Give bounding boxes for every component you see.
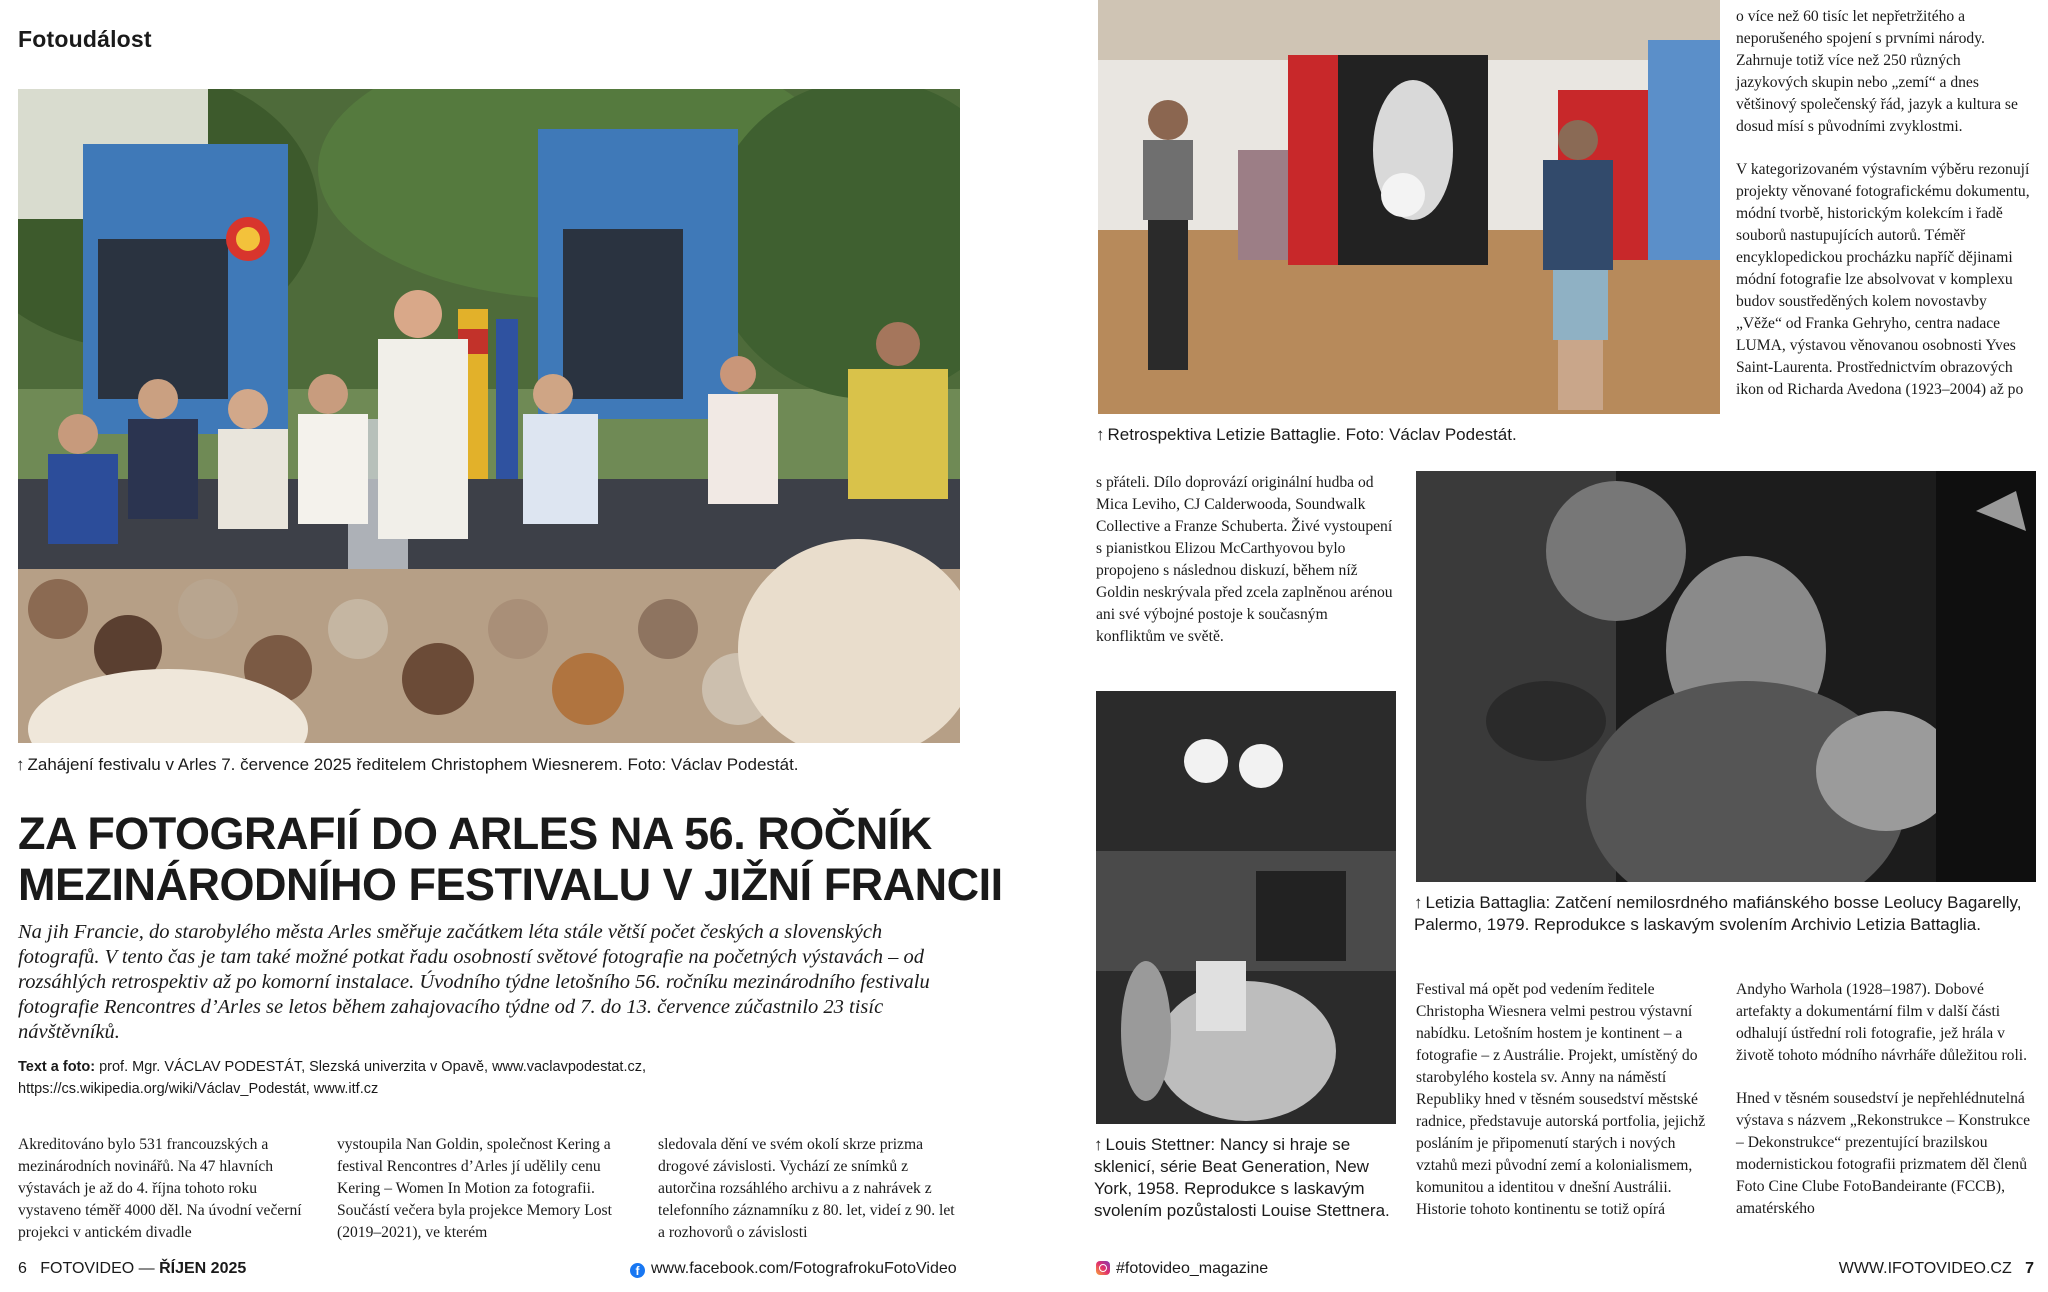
exhibition-caption: ↑ Retrospektiva Letizie Battaglie. Foto: Václav Podestát.	[1096, 425, 1517, 444]
left-column-1: Akreditováno bylo 531 francouzských a mezinárodních novinářů. Na 47 hlavních výstavách je až do 4. října tohoto roku vystaveno téměř 4000 děl. Na úvodní večerní projekci v antickém divadle	[18, 1136, 302, 1241]
battaglia-caption: ↑ Letizia Battaglia: Zatčení nemilosrdného mafiánského bosse Leolucy Bagarelly, Palermo, 1979. Reprodukce s laskavým svolením Archivio Letizia Battaglia.	[1414, 893, 2022, 934]
headline-line-1: ZA FOTOGRAFIÍ DO ARLES NA 56. ROČNÍK	[18, 808, 932, 859]
hero-photo	[18, 89, 960, 743]
right-footer	[1839, 1260, 2034, 1278]
left-column-3: sledovala dění ve svém okolí skrze prizma drogové závislosti. Vychází ze snímků z autorčina rozsáhlého archivu a z nahrávek z telefonního záznamníku z 80. let, videí z 90. let a rozhovorů o závislosti	[658, 1136, 955, 1241]
right-page-number: 7	[2025, 1260, 2034, 1277]
credit-label: Text a foto:	[18, 1059, 96, 1075]
article-credit	[18, 1056, 938, 1100]
right-mid-text: s přáteli. Dílo doprovází originální hudba od Mica Leviho, CJ Calderwooda, Soundwalk Collective a Franze Schuberta. Živé vystoupení s pianistkou Elizou McCarthyovou bylo propojeno s následnou diskuzí, během níž Goldin neskrývala před zcela zaplněnou arénou ani své výbojné postoje k současným konfliktům ve světě.	[1096, 474, 1393, 645]
headline-line-2: MEZINÁRODNÍHO FESTIVALU V JIŽNÍ FRANCII	[18, 859, 1003, 910]
exhibition-photo	[1098, 0, 1720, 414]
instagram-hashtag[interactable]: #fotovideo_magazine	[1096, 1260, 1268, 1278]
stettner-photo	[1096, 691, 1396, 1124]
battaglia-photo	[1416, 471, 2036, 882]
website-link[interactable]: WWW.IFOTOVIDEO.CZ	[1838, 1260, 2012, 1277]
hero-caption: ↑ Zahájení festivalu v Arles 7. července 2025 ředitelem Christophem Wiesnerem. Foto: Václav Podestát.	[16, 755, 799, 774]
arrow-up-icon: ↑	[1414, 893, 1423, 912]
arrow-up-icon: ↑	[16, 755, 25, 774]
left-column-2: vystoupila Nan Goldin, společnost Kering a festival Rencontres d’Arles jí udělily cenu Kering – Women In Motion za fotografii. Součástí večera byla projekce Memory Lost (2019–2021), ve kterém	[337, 1136, 612, 1241]
section-label: Fotoudálost	[18, 26, 152, 52]
left-page-number: 6	[18, 1260, 27, 1277]
right-top-text: o více než 60 tisíc let nepřetržitého a neporušeného spojení s prvními národy. Zahrnuje totiž více než 250 různých jazykových skupin nebo „zemí“ a dnes většinový společenský řád, jazyk a kultura se dosud mísí s původními zvyklostmi. V kategorizovaném výstavním výběru rezonují projekty věnované fotografickému dokumentu, módní tvorbě, historickým kolekcím i řadě souborů nastupujících autorů. Téměř encyklopedickou procházku napříč dějinami módní fotografie lze absolvovat v komplexu budov soustředěných kolem novostavby „Věže“ od Franka Gehryho, centra nadace LUMA, výstavou věnovanou osobnosti Yves Saint-Laurenta. Prostřednictvím obrazových ikon od Richarda Avedona (1923–2004) až po	[1736, 8, 2030, 398]
article-headline	[18, 808, 1003, 910]
credit-text: prof. Mgr. VÁCLAV PODESTÁT, Slezská univerzita v Opavě, www.vaclavpodestat.cz,	[99, 1059, 647, 1075]
facebook-link[interactable]: f www.facebook.com/FotografrokuFotoVideo	[630, 1260, 957, 1278]
arrow-up-icon: ↑	[1096, 425, 1105, 444]
right-column-a: Festival má opět pod vedením ředitele Christopha Wiesnera velmi pestrou výstavní nabídku. Letošním hostem je kontinent – a fotografie – z Austrálie. Projekt, umístěný do starobylého kostela sv. Anny na náměstí Republiky hned v těsném sousedství městské radnice, představuje autorská portfolia, jejichž posláním je připomenutí starých i nových vztahů mezi původní zemí a kolonialismem, komunitou a identitou v dnešní Austrálii. Historie tohoto kontinentu se totiž opírá	[1416, 981, 1706, 1218]
left-footer: 6 FOTOVIDEO — ŘÍJEN 2025	[18, 1260, 247, 1277]
arrow-up-icon: ↑	[1094, 1135, 1103, 1154]
article-lead: Na jih Francie, do starobylého města Arles směřuje začátkem léta stále větší počet českých a slovenských fotografů. V tento čas je tam také možné potkat řadu osobností světové fotografie na početných výstavách – od rozsáhlých retrospektiv až po komorní instalace. Úvodního týdne letošního 56. ročníku mezinárodního festivalu fotografie Rencontres d’Arles se letos během zahajovacího týdne od 7. do 13. července zúčastnilo 23 tisíc návštěvníků.	[18, 921, 930, 1043]
right-column-b: Andyho Warhola (1928–1987). Dobové artefakty a dokumentární film v další části odhalují ústřední roli fotografie, jež hrála v životě tohoto módního návrháře důležitou roli. Hned v těsném sousedství je nepřehlédnutelná výstava s názvem „Rekonstrukce – Konstrukce – Dekonstrukce“ prezentující brazilskou modernistickou fotografii prizmatem děl členů Foto Cine Clube FotoBandeirante (FCCB), amatérského	[1736, 981, 2031, 1217]
instagram-icon	[1096, 1261, 1110, 1275]
facebook-icon: f	[630, 1263, 645, 1278]
issue-date: ŘÍJEN 2025	[159, 1260, 247, 1277]
credit-text-2: https://cs.wikipedia.org/wiki/Václav_Podestát, www.itf.cz	[18, 1081, 379, 1097]
magazine-name: FOTOVIDEO	[40, 1260, 135, 1277]
stettner-caption: ↑ Louis Stettner: Nancy si hraje se sklenicí, série Beat Generation, New York, 1958. Reprodukce s laskavým svolením pozůstalosti Louise Stettnera.	[1094, 1135, 1390, 1220]
